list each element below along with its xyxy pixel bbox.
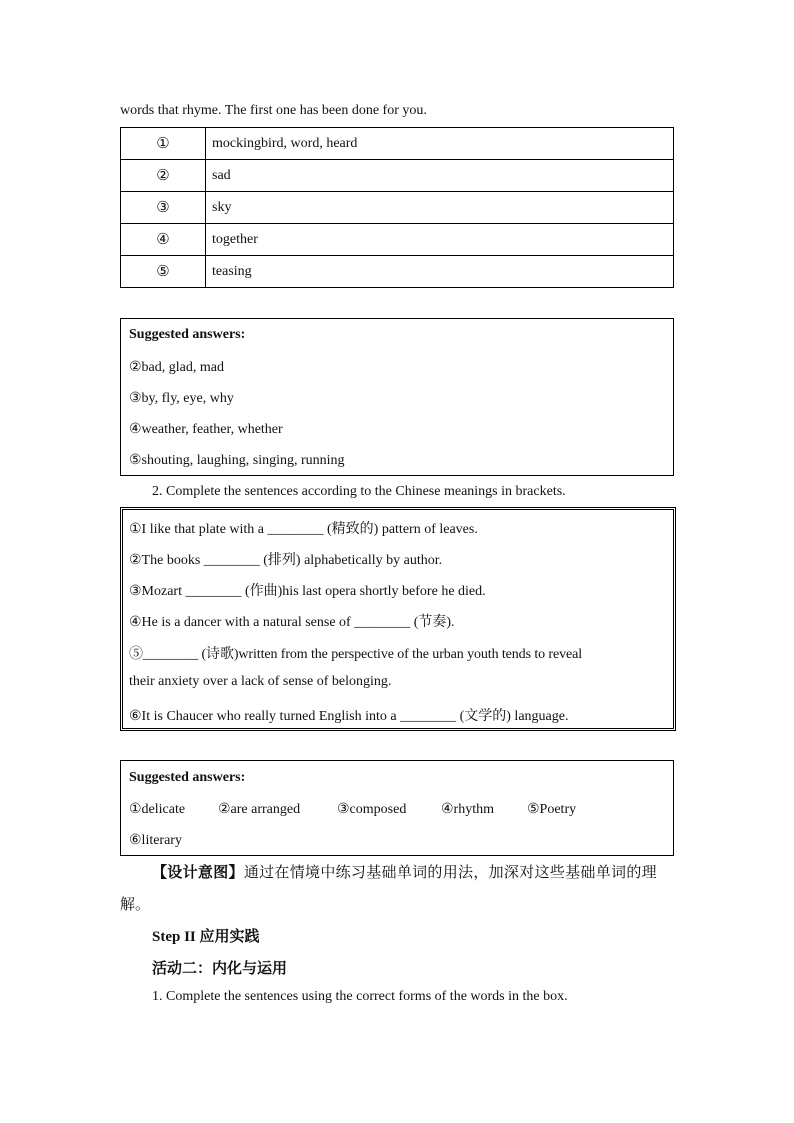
sentence-line: ⑥It is Chaucer who really turned English into a ________ (文学的) language. [129,709,569,724]
sentence-line: ①I like that plate with a ________ (精致的) pattern of leaves. [129,522,478,537]
row-words: sky [206,192,674,224]
row-number: ③ [121,192,206,224]
sentence-line: their anxiety over a lack of sense of belonging. [129,674,392,689]
answer-line: ②bad, glad, mad [129,360,224,375]
table-row [121,128,674,160]
suggested-answers-box-1 [120,318,674,476]
answer-line: ⑤shouting, laughing, singing, running [129,453,345,468]
task-2-instruction: 2. Complete the sentences according to the Chinese meanings in brackets. [152,484,566,499]
row-words: teasing [206,256,674,288]
design-intent-line [152,861,657,882]
answer-item: ①delicate [129,802,186,817]
answer-item: ⑥literary [129,833,182,848]
row-words: sad [206,160,674,192]
design-intent-text: 通过在情境中练习基础单词的用法，加深对这些基础单词的理 [243,865,657,881]
answer-line: ④weather, feather, whether [129,422,283,437]
row-number: ② [121,160,206,192]
row-number: ⑤ [121,256,206,288]
table-row [121,160,674,192]
row-words: together [206,224,674,256]
design-intent-continuation: 解。 [120,897,151,913]
row-words: mockingbird, word, heard [206,128,674,160]
intro-text: words that rhyme. The first one has been done for you. [120,103,427,118]
answer-line: ③by, fly, eye, why [129,391,234,406]
answer-item: ②are arranged [218,802,301,817]
answer-item: ③composed [337,802,407,817]
table-row [121,192,674,224]
sentence-line: ②The books ________ (排列) alphabetically by author. [129,553,443,568]
task-final-instruction: 1. Complete the sentences using the correct forms of the words in the box. [152,989,568,1004]
table-row [121,224,674,256]
sentence-line: ⑤________ (诗歌)written from the perspective of the urban youth tends to reveal [129,647,583,662]
answers-heading: Suggested answers: [129,327,246,342]
row-number: ① [121,128,206,160]
rhyme-table [120,127,674,288]
answers-heading: Suggested answers: [129,770,246,785]
answer-item: ④rhythm [441,802,494,817]
activity-heading: 活动二：内化与运用 [152,961,288,977]
row-number: ④ [121,224,206,256]
step-heading: Step II 应用实践 [152,929,260,945]
suggested-answers-box-2 [120,760,674,856]
table-row [121,256,674,288]
sentence-line: ③Mozart ________ (作曲)his last opera shortly before he died. [129,584,486,599]
design-intent-label: 【设计意图】 [152,865,244,881]
answer-item: ⑤Poetry [527,802,577,817]
sentences-box [120,507,676,731]
sentence-line: ④He is a dancer with a natural sense of ________ (节奏). [129,615,455,630]
